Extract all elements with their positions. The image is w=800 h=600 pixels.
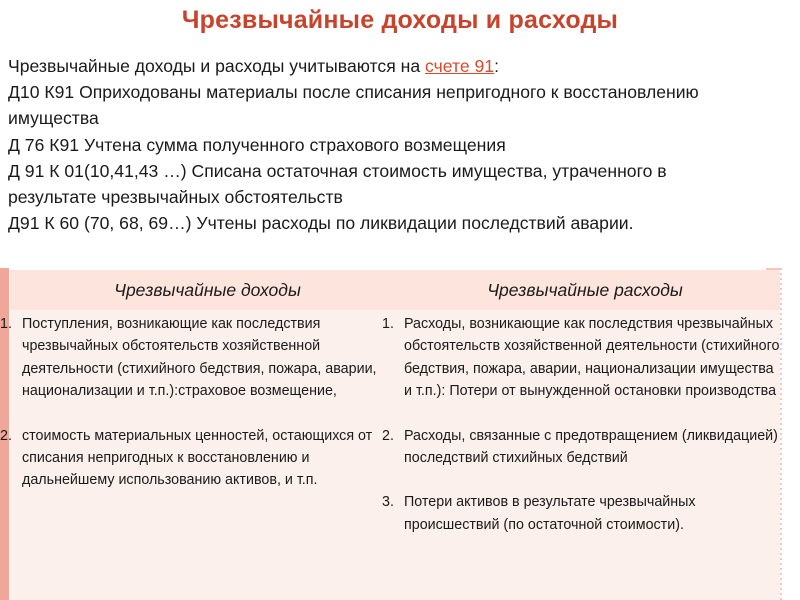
intro-line-1	[8, 53, 748, 79]
expense-item	[382, 313, 782, 403]
income-column	[0, 313, 400, 492]
item-number: 1.	[0, 316, 12, 332]
item-text: Потери активов в результате чрезвычайных происшествий (по остаточной стоимости).	[404, 494, 696, 533]
expenses-column	[382, 313, 782, 536]
item-text: Расходы, возникающие как последствия чрезвычайных обстоятельств хозяйственной деятельности (стихийного бедствия, пожара, аварии, национализации имущества и т.п.): Потери от вынужденной остановки производства	[404, 316, 780, 400]
item-text: Расходы, связанные с предотвращением (ликвидацией) последствий стихийных бедствий	[404, 427, 778, 467]
income-expense-table	[0, 270, 780, 600]
item-number: 2.	[0, 427, 12, 444]
item-text: стоимость материальных ценностей, остающихся от списания непригодных к восстановлению и дальнейшему использованию активов, и т.п.	[22, 427, 373, 489]
header-income: Чрезвычайные доходы	[114, 280, 301, 300]
intro-line-1-text: Чрезвычайные доходы и расходы учитываются на	[8, 56, 426, 76]
entry-d91-k01: Д 91 К 01(10,41,43 …) Списана остаточная стоимость имущества, утраченного в результате чрезвычайных обстоятельств	[8, 160, 667, 208]
header-expenses: Чрезвычайные расходы	[487, 280, 683, 300]
account-91-link[interactable]: счете 91	[425, 56, 495, 76]
entry-d76-k91: Д 76 К91 Учтена сумма полученного страхового возмещения	[8, 134, 506, 155]
table-body	[0, 310, 780, 600]
table-header	[10, 270, 780, 310]
expense-item	[382, 491, 782, 536]
intro-text	[8, 53, 748, 236]
entry-d10-k91: Д10 К91 Оприходованы материалы после списания непригодного к восстановлению имущества	[8, 82, 699, 129]
intro-line-1-end: :	[494, 56, 499, 76]
income-item	[0, 425, 400, 492]
item-number: 3.	[382, 494, 394, 511]
entry-d91-k60: Д91 К 60 (70, 68, 69…) Учтены расходы по ликвидации последствий аварии.	[8, 213, 634, 234]
income-item	[0, 313, 400, 403]
page-title: Чрезвычайные доходы и расходы	[181, 6, 619, 34]
item-number: 2.	[382, 427, 394, 444]
expense-item	[382, 425, 782, 470]
item-text: Поступления, возникающие как последствия чрезвычайных обстоятельств хозяйственной деятельности (стихийного бедствия, пожара, аварии, национализации и т.п.):страховое возмещение,	[22, 316, 377, 400]
item-number: 1.	[382, 316, 394, 332]
